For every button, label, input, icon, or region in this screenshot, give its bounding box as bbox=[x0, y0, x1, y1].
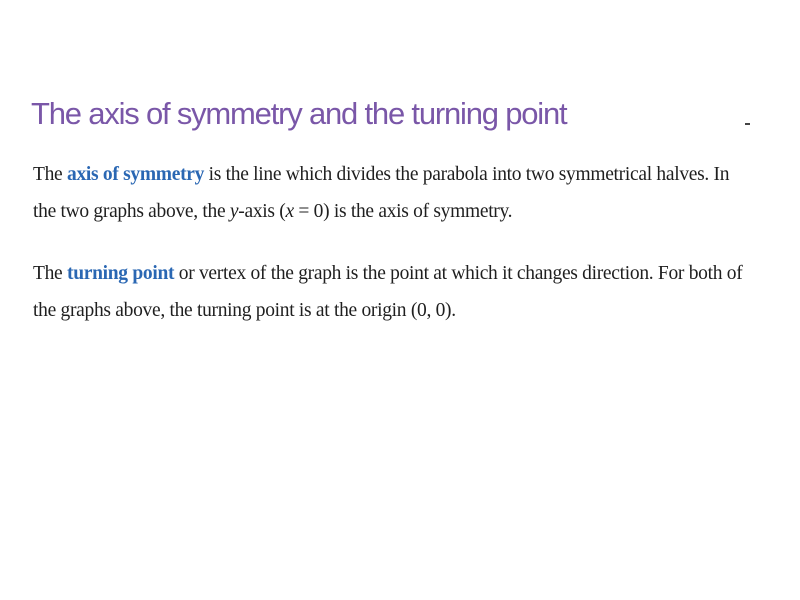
term-axis-of-symmetry: axis of symmetry bbox=[67, 164, 205, 185]
axis-of-symmetry-paragraph bbox=[33, 156, 753, 230]
italic-y: y bbox=[229, 201, 239, 222]
paragraph2-post: or vertex of the graph is the point at which it changes direction. For both of the graphs above, the turning point is at the origin (0, 0). bbox=[33, 263, 743, 321]
paragraph1-post: = 0) is the axis of symmetry. bbox=[293, 201, 513, 222]
paragraph1-mid2: -axis ( bbox=[238, 201, 286, 222]
term-turning-point: turning point bbox=[67, 263, 175, 284]
paragraph2-pre: The bbox=[33, 263, 67, 284]
turning-point-paragraph bbox=[33, 255, 753, 329]
paragraph1-pre: The bbox=[33, 164, 67, 185]
stray-mark bbox=[745, 123, 750, 125]
section-heading: The axis of symmetry and the turning point bbox=[31, 96, 567, 131]
italic-x: x bbox=[285, 201, 294, 222]
paragraph1-mid: is the line which divides the parabola into two symmetrical halves. In the two graphs above, the bbox=[33, 164, 730, 222]
